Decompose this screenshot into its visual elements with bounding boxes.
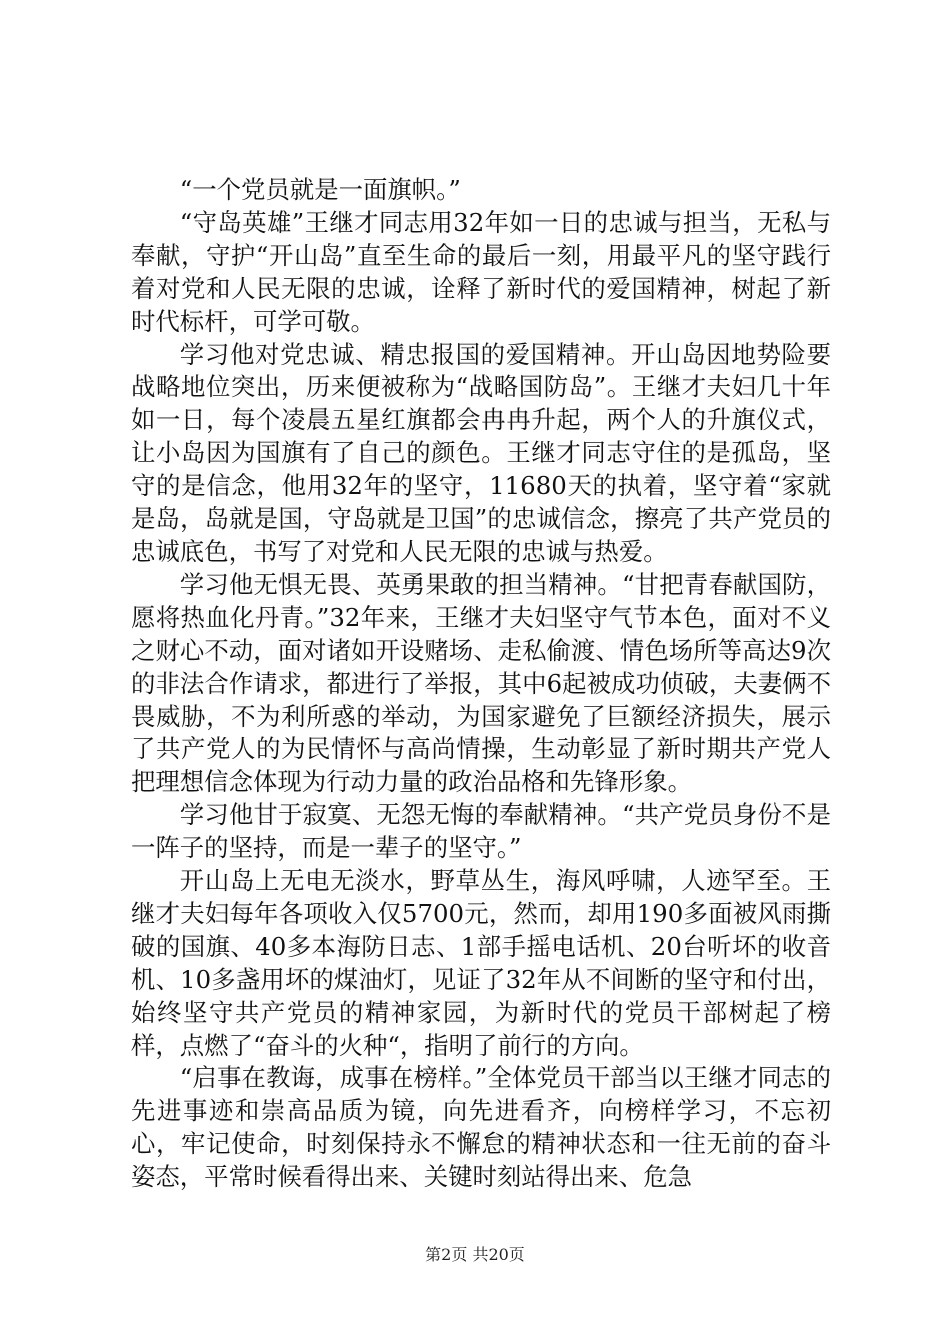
paragraph: “启事在教诲，成事在榜样。”全体党员干部当以王继才同志的先进事迹和崇高品质为镜，向先进看齐，向榜样学习，不忘初心，牢记使命，时刻保持永不懈怠的精神状态和一往无前的奋斗姿态，平常时候看得出来、关键时刻站得出来、危急 <box>131 1063 831 1192</box>
paragraph: “一个党员就是一面旗帜。” <box>179 175 461 204</box>
paragraph: 开山岛上无电无淡水，野草丛生，海风呼啸，人迹罕至。王继才夫妇每年各项收入仅5700元，然而，却用190多面被风雨撕破的国旗、40多本海防日志、1部手摇电话机、20台听坏的收音机、10多盏用坏的煤油灯，见证了32年从不间断的坚守和付出，始终坚守共产党员的精神家园，为新时代的党员干部树起了榜样，点燃了“奋斗的火种“，指明了前行的方向。 <box>131 866 831 1060</box>
paragraph: 学习他甘于寂寞、无怨无悔的奉献精神。“共产党员身份不是一阵子的坚持，而是一辈子的坚守。” <box>131 800 831 863</box>
paragraph: “守岛英雄”王继才同志用32年如一日的忠诚与担当，无私与奉献，守护“开山岛”直至生命的最后一刻，用最平凡的坚守践行着对党和人民无限的忠诚，诠释了新时代的爱国精神，树起了新时代标杆，可学可敬。 <box>131 207 831 336</box>
page-number-footer: 第2页 共20页 <box>425 1245 525 1264</box>
paragraph: 学习他无惧无畏、英勇果敢的担当精神。“甘把青春献国防，愿将热血化丹青。”32年来，王继才夫妇坚守气节本色，面对不义之财心不动，面对诸如开设赌场、走私偷渡、情色场所等高达9次的非法合作请求，都进行了举报，其中6起被成功侦破，夫妻俩不畏威胁，不为利所惑的举动，为国家避免了巨额经济损失，展示了共产党人的为民情怀与高尚情操，生动彰显了新时期共产党人把理想信念体现为行动力量的政治品格和先锋形象。 <box>131 569 831 797</box>
paragraph: 学习他对党忠诚、精忠报国的爱国精神。开山岛因地势险要战略地位突出，历来便被称为“战略国防岛”。王继才夫妇几十年如一日，每个凌晨五星红旗都会冉冉升起，两个人的升旗仪式，让小岛因为国旗有了自己的颜色。王继才同志守住的是孤岛，坚守的是信念，他用32年的坚守，11680天的执着，坚守着“家就是岛，岛就是国，守岛就是卫国”的忠诚信念，擦亮了共产党员的忠诚底色，书写了对党和人民无限的忠诚与热爱。 <box>131 339 831 566</box>
document-body <box>131 174 831 1194</box>
